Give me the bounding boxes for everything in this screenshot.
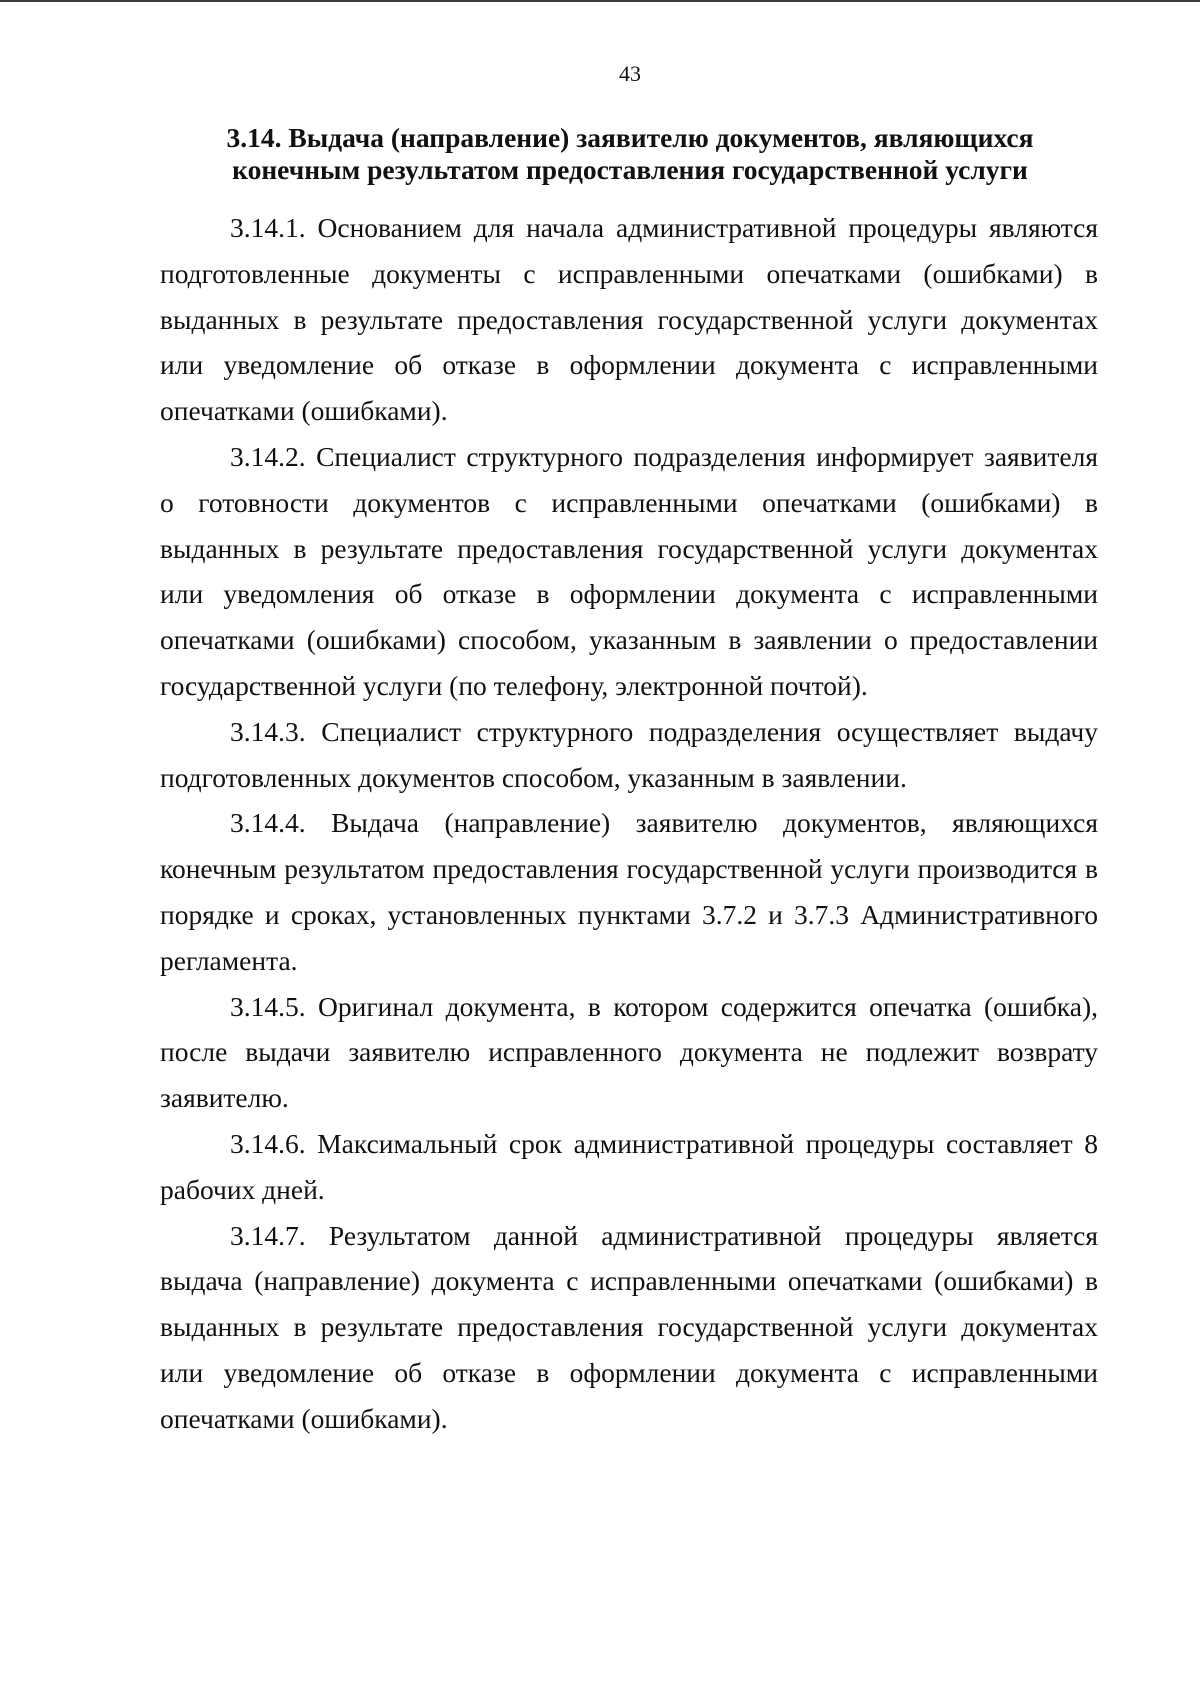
section-title-line-2: конечным результатом предоставления государственной услуги: [232, 154, 1028, 185]
paragraph-3-14-1: 3.14.1. Основанием для начала административной процедуры являются подготовленные документы с исправленными опечатками (ошибками) в выданных в результате предоставления государственной услуги документах или уведомление об отказе в оформлении документа с исправленными опечатками (ошибками).: [160, 212, 1098, 427]
section-body: [160, 205, 1098, 1442]
paragraph-3-14-2: 3.14.2. Специалист структурного подразделения информирует заявителя о готовности документов с исправленными опечатками (ошибками) в выданных в результате предоставления государственной услуги документах или уведомления об отказе в оформлении документа с исправленными опечатками (ошибками) способом, указанным в заявлении о предоставлении государственной услуги (по телефону, электронной почтой).: [160, 440, 1098, 701]
paragraph-3-14-7: 3.14.7. Результатом данной административной процедуры является выдача (направление) документа с исправленными опечатками (ошибками) в выданных в результате предоставления государственной услуги документах или уведомление об отказе в оформлении документа с исправленными опечатками (ошибками).: [160, 1219, 1098, 1434]
scan-top-border: [0, 0, 1200, 2]
paragraph-3-14-4: 3.14.4. Выдача (направление) заявителю документов, являющихся конечным результатом предоставления государственной услуги производится в порядке и сроках, установленных пунктами 3.7.2 и 3.7.3 Административного регламента.: [160, 807, 1098, 976]
paragraph-3-14-6: 3.14.6. Максимальный срок административной процедуры составляет 8 рабочих дней.: [160, 1127, 1098, 1205]
paragraph-3-14-5: 3.14.5. Оригинал документа, в котором содержится опечатка (ошибка), после выдачи заявителю исправленного документа не подлежит возврату заявителю.: [160, 990, 1098, 1114]
section-title: [160, 122, 1100, 186]
section-title-line-1: 3.14. Выдача (направление) заявителю документов, являющихся: [226, 122, 1034, 153]
paragraph-3-14-3: 3.14.3. Специалист структурного подразделения осуществляет выдачу подготовленных документов способом, указанным в заявлении.: [160, 715, 1098, 793]
page-number: 43: [619, 61, 641, 86]
